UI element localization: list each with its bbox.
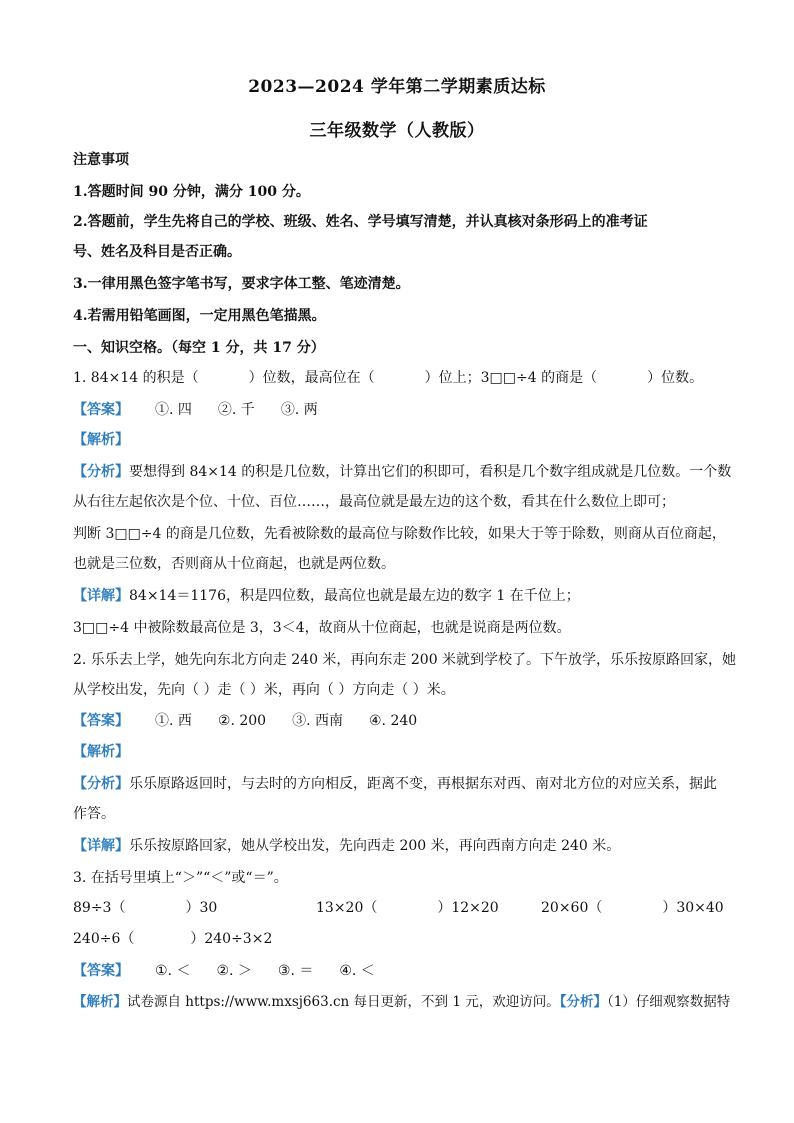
- question-text: ）位数。: [647, 370, 704, 386]
- analysis-text: 要想得到 84×14 的积是几位数，计算出它们的积即可，看积是几个数字组成就是几位数。一个数: [129, 464, 732, 480]
- analysis-line: 判断 3□□÷4 的商是几位数，先看被除数的最高位与除数作比较，如果大于等于除数，则商从百位商起，: [73, 526, 726, 542]
- xiangjie-tag: 【详解】: [73, 588, 129, 604]
- analysis-line: 从右往左起依次是个位、十位、百位……，最高位就是最左边的这个数，看其在什么数位上即可；: [73, 494, 675, 510]
- section-heading: 一、知识空格。（每空 1 分，共 17 分）: [73, 340, 325, 356]
- expression: 89÷3（ ）30: [73, 900, 218, 916]
- analysis-text: 乐乐原路返回时，与去时的方向相反，距离不变，再根据东对西、南对北方位的对应关系，据此: [129, 776, 717, 792]
- page-subtitle: 三年级数学（人教版）: [309, 121, 485, 141]
- expression-row: [73, 929, 272, 949]
- question-3: 3. 在括号里填上“＞”“＜”或“＝”。: [73, 870, 288, 886]
- answer-item: ①. 四: [155, 402, 192, 418]
- answer-item: ①. 西: [155, 713, 192, 729]
- detail-text: 84×14＝1176，积是四位数，最高位也就是最左边的数字 1 在千位上；: [129, 588, 580, 604]
- jiexi-row: [73, 742, 129, 762]
- answer-item: ③. 两: [280, 402, 318, 418]
- question-2: 2. 乐乐去上学，她先向东北方向走 240 米，再向东走 200 米就到学校了。下午放学，乐乐按原路回家，她: [73, 652, 737, 668]
- jiexi-tag: 【解析】: [73, 994, 127, 1010]
- detail-line: [73, 836, 620, 856]
- notice-item: 3.一律用黑色签字笔书写，要求字体工整、笔迹清楚。: [73, 276, 410, 292]
- answer-tag: 【答案】: [73, 713, 129, 729]
- fenxi-tag: 【分析】: [73, 776, 129, 792]
- notice-item: 2.答题前，学生先将自己的学校、班级、姓名、学号填写清楚，并认真核对条形码上的准考证: [73, 214, 648, 230]
- question-text: 1. 84×14 的积是（: [73, 370, 199, 386]
- jiexi-tag: 【解析】: [73, 744, 129, 760]
- answer-row: [73, 961, 375, 981]
- jiexi-row: [73, 430, 129, 450]
- fenxi-tag: 【分析】: [559, 994, 607, 1010]
- answer-row: [73, 711, 417, 731]
- expression: 13×20（ ）12×20: [316, 900, 499, 916]
- detail-text: 乐乐按原路回家，她从学校出发，先向西走 200 米，再向西南方向走 240 米。: [129, 838, 621, 854]
- page-title: 2023—2024 学年第二学期素质达标: [248, 77, 546, 97]
- notice-item: 4.若需用铅笔画图，一定用黑色笔描黑。: [73, 308, 326, 324]
- answer-tag: 【答案】: [73, 963, 129, 979]
- question-2-cont: 从学校出发，先向（ ）走（ ）米，再向（ ）方向走（ ）米。: [73, 682, 455, 698]
- answer-item: ③. ＝: [277, 963, 314, 979]
- analysis-text: （1）仔细观察数据特: [606, 994, 731, 1010]
- analysis-line: 作答。: [73, 806, 115, 822]
- answer-item: ②. ＞: [216, 963, 252, 979]
- analysis-line: [73, 774, 717, 794]
- analysis-line: 也就是三位数，否则商从十位商起，也就是两位数。: [73, 556, 395, 572]
- source-line: [73, 992, 730, 1012]
- question-1: [73, 368, 703, 388]
- question-text: ）位数，最高位在（: [248, 370, 375, 386]
- detail-line: 3□□÷4 中被除数最高位是 3，3＜4，故商从十位商起，也就是说商是两位数。: [73, 620, 571, 636]
- fenxi-tag: 【分析】: [73, 464, 129, 480]
- answer-item: ④. ＜: [339, 963, 375, 979]
- notice-item: 1.答题时间 90 分钟，满分 100 分。: [73, 184, 310, 200]
- jiexi-tag: 【解析】: [73, 432, 129, 448]
- notice-item: 号、姓名及科目是否正确。: [73, 244, 241, 260]
- answer-item: ②. 千: [217, 402, 255, 418]
- answer-tag: 【答案】: [73, 402, 129, 418]
- expression: 20×60（ ）30×40: [541, 900, 724, 916]
- expression: 240÷6（ ）240÷3×2: [73, 931, 273, 947]
- answer-item: ①. ＜: [155, 963, 191, 979]
- answer-item: ②. 200: [217, 713, 267, 729]
- answer-item: ④. 240: [369, 713, 418, 729]
- notice-heading: 注意事项: [73, 152, 129, 168]
- answer-row: [73, 400, 318, 420]
- xiangjie-tag: 【详解】: [73, 838, 129, 854]
- source-link-text[interactable]: 试卷源自 https://www.mxsj663.cn 每日更新，不到 1 元，欢迎访问。: [127, 994, 560, 1010]
- analysis-line: [73, 462, 731, 482]
- question-text: ）位上；3□□÷4 的商是（: [424, 370, 598, 386]
- answer-item: ③. 西南: [292, 713, 343, 729]
- detail-line: [73, 586, 580, 606]
